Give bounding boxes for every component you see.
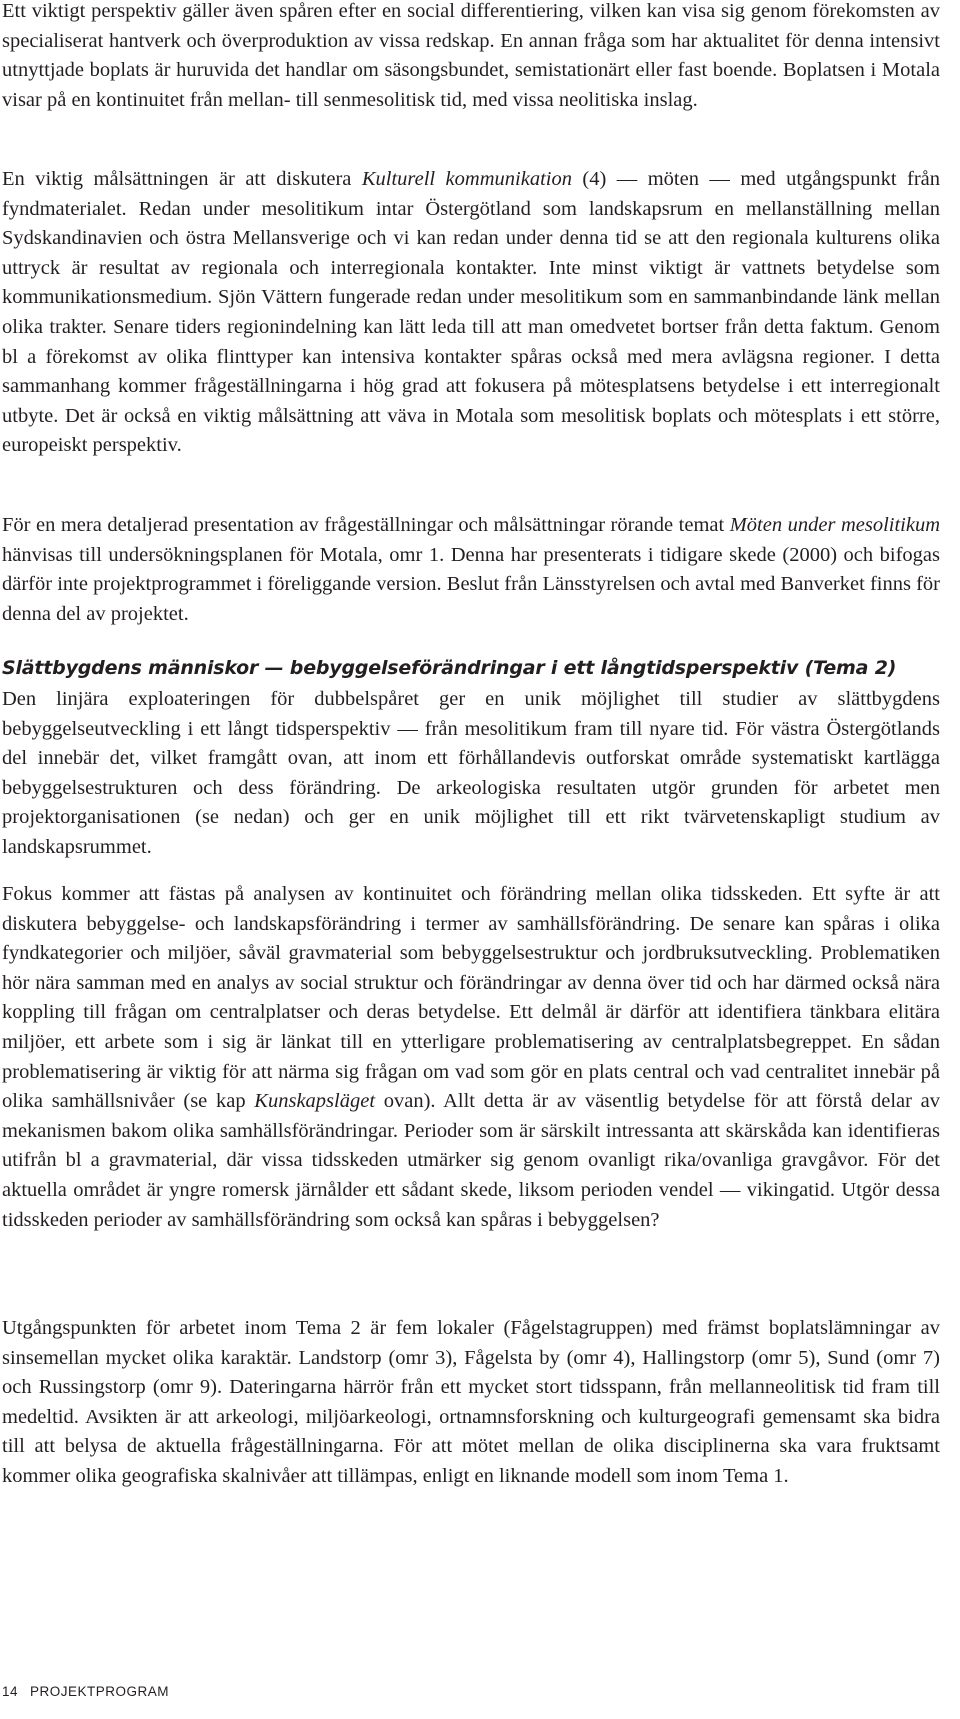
p2-emphasis: Kulturell kommunikation	[361, 168, 572, 190]
p3-emphasis: Möten under mesolitikum	[729, 514, 941, 536]
paragraph-cultural-communication	[2, 165, 940, 461]
p2-text-b: (4) — möten — med utgångspunkt från fyndmaterialet. Redan under mesolitikum intar Östergötland som landskapsrum en mellanställning mellan Sydskandinavien och östra Mellansverige och vi kan redan under denna tid se att den regionala kulturens olika uttryck är resultat av regionala och interregionala kontakter. Inte minst viktigt är vattnets betydelse som kommunikationsmedium. Sjön Vättern fungerade redan under mesolitikum som en sammanbindande länk mellan olika trakter. Senare tiders regionindelning kan lätt leda till att man omedvetet bortser från detta faktum. Genom bl a förekomst av olika flinttyper kan intensiva kontakter spåras också med mera avlägsna regioner. I detta sammanhang kommer frågeställningarna i hög grad att fokusera på mötesplatsens betydelse i ett interregionalt utbyte. Det är också en viktig målsättning att väva in Motala som mesolitisk boplats och mötesplats i ett större, europeiskt perspektiv.	[2, 168, 940, 457]
page-footer	[2, 1684, 169, 1699]
p3-text-b: hänvisas till undersökningsplanen för Motala, omr 1. Denna har presenterats i tidigare skede (2000) och bifogas därför inte projektprogrammet i föreliggande version. Beslut från Länsstyrelsen och avtal med Banverket finns för denna del av projektet.	[2, 543, 940, 625]
paragraph-starting-point: Utgångspunkten för arbetet inom Tema 2 är fem lokaler (Fågelstagruppen) med främst boplatslämningar av sinsemellan mycket olika karaktär. Landstorp (omr 3), Fågelsta by (omr 4), Hallingstorp (omr 5), Sund (omr 7) och Russingstorp (omr 9). Dateringarna härrör från ett mycket stort tidsspann, från mellanneolitisk tid fram till medeltid. Avsikten är att arkeologi, miljöarkeologi, ortnamnsforskning och kulturgeografi gemensamt ska bidra till att belysa de aktuella frågeställningarna. För att mötet mellan de olika disciplinerna ska vara fruktsamt kommer olika geografiska skalnivåer att tillämpas, enligt en liknande modell som inom Tema 1.	[2, 1317, 940, 1487]
paragraph-linear-exploitation: Den linjära exploateringen för dubbelspåret ger en unik möjlighet till studier av slättbygdens bebyggelseutveckling i ett långt tidsperspektiv — från mesolitikum fram till nyare tid. För västra Östergötlands del innebär det, vilket framgått ovan, att inom ett förhållandevis outforskat område systematiskt kartlägga bebyggelsestrukturen och dess förändring. De arkeologiska resultaten utgör grunden för arbetet men projektorganisationen (se nedan) och ger en unik möjlighet till ett rikt tvärvetenskapligt studium av landskapsrummet.	[2, 688, 940, 858]
p3-text-a: För en mera detaljerad presentation av frågeställningar och målsättningar rörande temat	[2, 514, 730, 536]
page-number: 14	[2, 1684, 19, 1699]
footer-label: PROJEKTPROGRAM	[30, 1684, 170, 1699]
paragraph-focus-continuity	[2, 880, 940, 1235]
section-heading-tema-2: Slättbygdens människor — bebyggelseförändringar i ett långtidsperspektiv (Tema 2)	[2, 657, 897, 679]
paragraph-detailed-presentation	[2, 511, 940, 629]
p5-text-a: Fokus kommer att fästas på analysen av kontinuitet och förändring mellan olika tidsskeden. Ett syfte är att diskutera bebyggelse- och landskapsförändring i termer av samhällsförändring. De senare kan spåras i olika fyndkategorier och miljöer, såväl gravmaterial som bebyggelsestruktur och jordbruksutveckling. Problematiken hör nära samman med en analys av social struktur och förändringar av denna över tid och har därmed också nära koppling till frågan om centralplatser och deras betydelse. Ett delmål är därför att identifiera tänkbara elitära miljöer, ett arbete som i sig är länkat till en ytterligare problematisering av centralplatsbegreppet. En sådan problematisering är viktig för att närma sig frågan om vad som gör en plats central och vad centralitet innebär på olika samhällsnivåer (se kap	[2, 883, 940, 1113]
paragraph-social-differentiation: Ett viktigt perspektiv gäller även spåren efter en social differentiering, vilken kan visa sig genom förekomsten av specialiserat hantverk och överproduktion av vissa redskap. En annan fråga som har aktualitet för denna intensivt utnyttjade boplats är huruvida det handlar om säsongsbundet, semistationärt eller fast boende. Boplatsen i Motala visar på en kontinuitet från mellan- till senmesolitisk tid, med vissa neolitiska inslag.	[2, 0, 940, 111]
p5-text-b: ovan). Allt detta är av väsentlig betydelse för att förstå delar av mekanismen bakom olika samhällsförändringar. Perioder som är särskilt intressanta att skärskåda kan identifieras utifrån bl a gravmaterial, där vissa tidsskeden utmärker sig genom ovanligt rika/ovanliga gravgåvor. För det aktuella området är yngre romersk järnålder ett sådant skede, liksom perioden vendel — vikingatid. Utgör dessa tidsskeden perioder av samhällsförändring som också kan spåras i bebyggelsen?	[2, 1090, 941, 1231]
p5-emphasis: Kunskapsläget	[254, 1090, 376, 1113]
p2-text-a: En viktig målsättningen är att diskutera	[2, 168, 362, 190]
